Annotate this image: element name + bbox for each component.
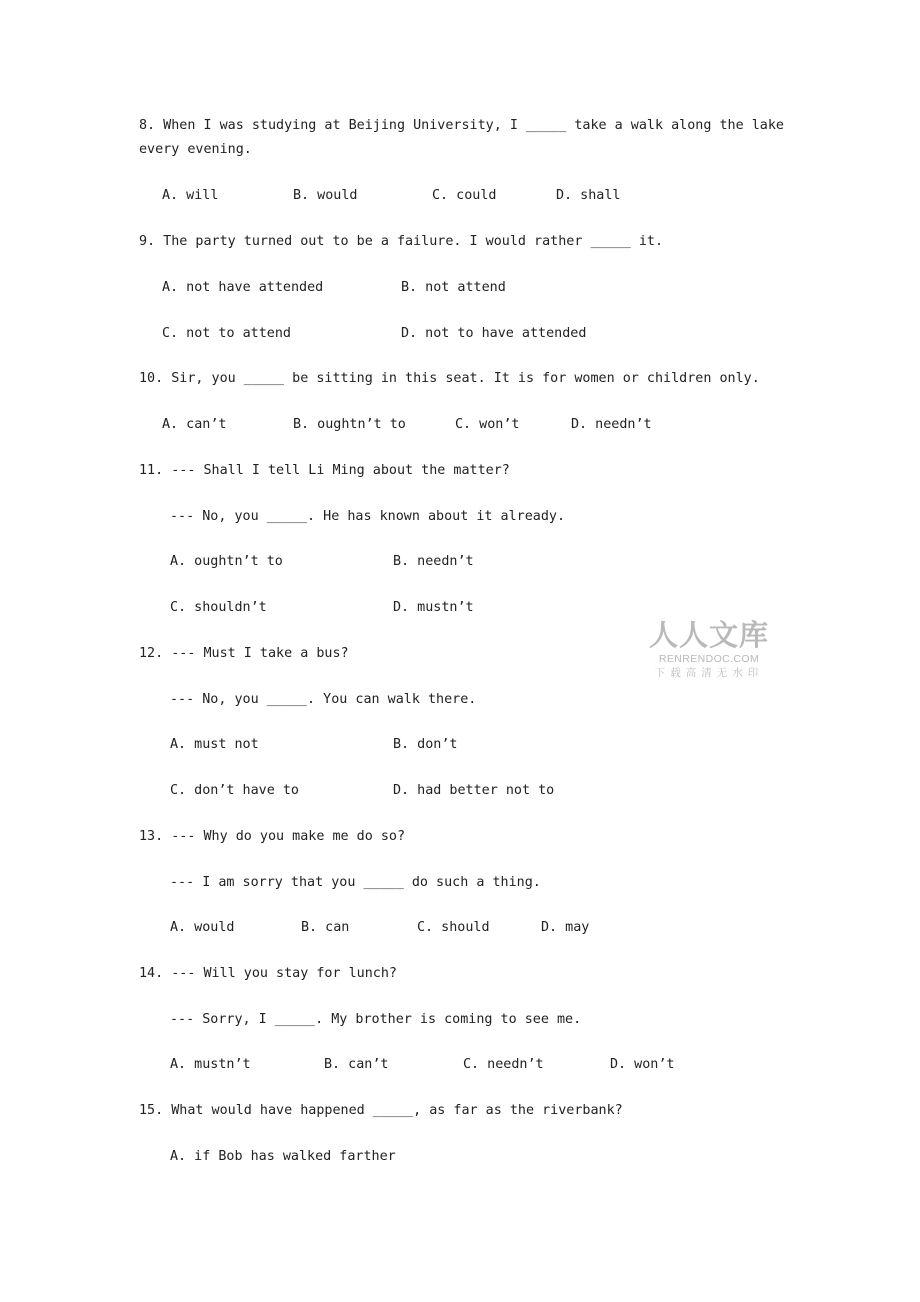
question-12-reply: --- No, you _____. You can walk there. <box>170 692 477 707</box>
question-12-option-c: C. don’t have to <box>170 783 299 798</box>
question-13-option-b: B. can <box>301 920 350 935</box>
question-12-option-a: A. must not <box>170 737 259 752</box>
question-11-option-b: B. needn’t <box>393 554 474 569</box>
question-10-option-a: A. can’t <box>162 417 227 432</box>
question-14-option-b: B. can’t <box>324 1057 389 1072</box>
question-9-option-c: C. not to attend <box>162 326 291 341</box>
question-9-option-a: A. not have attended <box>162 280 324 295</box>
question-11-stem: 11. --- Shall I tell Li Ming about the matter? <box>139 463 510 478</box>
question-13-stem: 13. --- Why do you make me do so? <box>139 829 406 844</box>
question-8-option-c: C. could <box>432 188 497 203</box>
question-14-option-a: A. mustn’t <box>170 1057 251 1072</box>
question-10-stem: 10. Sir, you _____ be sitting in this seat. It is for women or children only. <box>139 371 760 386</box>
question-12-stem: 12. --- Must I take a bus? <box>139 646 349 661</box>
question-9-stem: 9. The party turned out to be a failure. I would rather _____ it. <box>139 234 664 249</box>
question-14-option-c: C. needn’t <box>463 1057 544 1072</box>
question-13-option-d: D. may <box>541 920 590 935</box>
watermark-logo <box>646 620 772 680</box>
question-15-stem: 15. What would have happened _____, as far as the riverbank? <box>139 1103 623 1118</box>
watermark-title: 人人文库 <box>648 620 769 652</box>
question-13-option-c: C. should <box>417 920 490 935</box>
question-11-option-c: C. shouldn’t <box>170 600 267 615</box>
question-8-option-d: D. shall <box>556 188 621 203</box>
question-10-option-d: D. needn’t <box>571 417 652 432</box>
question-8-option-b: B. would <box>293 188 358 203</box>
question-11-option-a: A. oughtn’t to <box>170 554 283 569</box>
question-12-option-b: B. don’t <box>393 737 458 752</box>
question-11-reply: --- No, you _____. He has known about it already. <box>170 509 566 524</box>
watermark-subtitle: 下载高清无水印 <box>654 667 764 679</box>
question-13-reply: --- I am sorry that you _____ do such a thing. <box>170 875 541 890</box>
question-9-option-b: B. not attend <box>401 280 506 295</box>
question-15-option-a: A. if Bob has walked farther <box>170 1149 396 1164</box>
question-11-option-d: D. mustn’t <box>393 600 474 615</box>
question-8-stem-line1: 8. When I was studying at Beijing University, I _____ take a walk along the lake <box>139 118 784 133</box>
question-14-option-d: D. won’t <box>610 1057 675 1072</box>
question-14-reply: --- Sorry, I _____. My brother is coming to see me. <box>170 1012 582 1027</box>
question-13-option-a: A. would <box>170 920 235 935</box>
question-14-stem: 14. --- Will you stay for lunch? <box>139 966 397 981</box>
question-12-option-d: D. had better not to <box>393 783 555 798</box>
watermark-url: RENRENDOC.COM <box>658 653 760 665</box>
question-10-option-c: C. won’t <box>455 417 520 432</box>
question-9-option-d: D. not to have attended <box>401 326 587 341</box>
question-8-option-a: A. will <box>162 188 219 203</box>
question-8-stem-line2: every evening. <box>139 142 252 157</box>
question-10-option-b: B. oughtn’t to <box>293 417 406 432</box>
